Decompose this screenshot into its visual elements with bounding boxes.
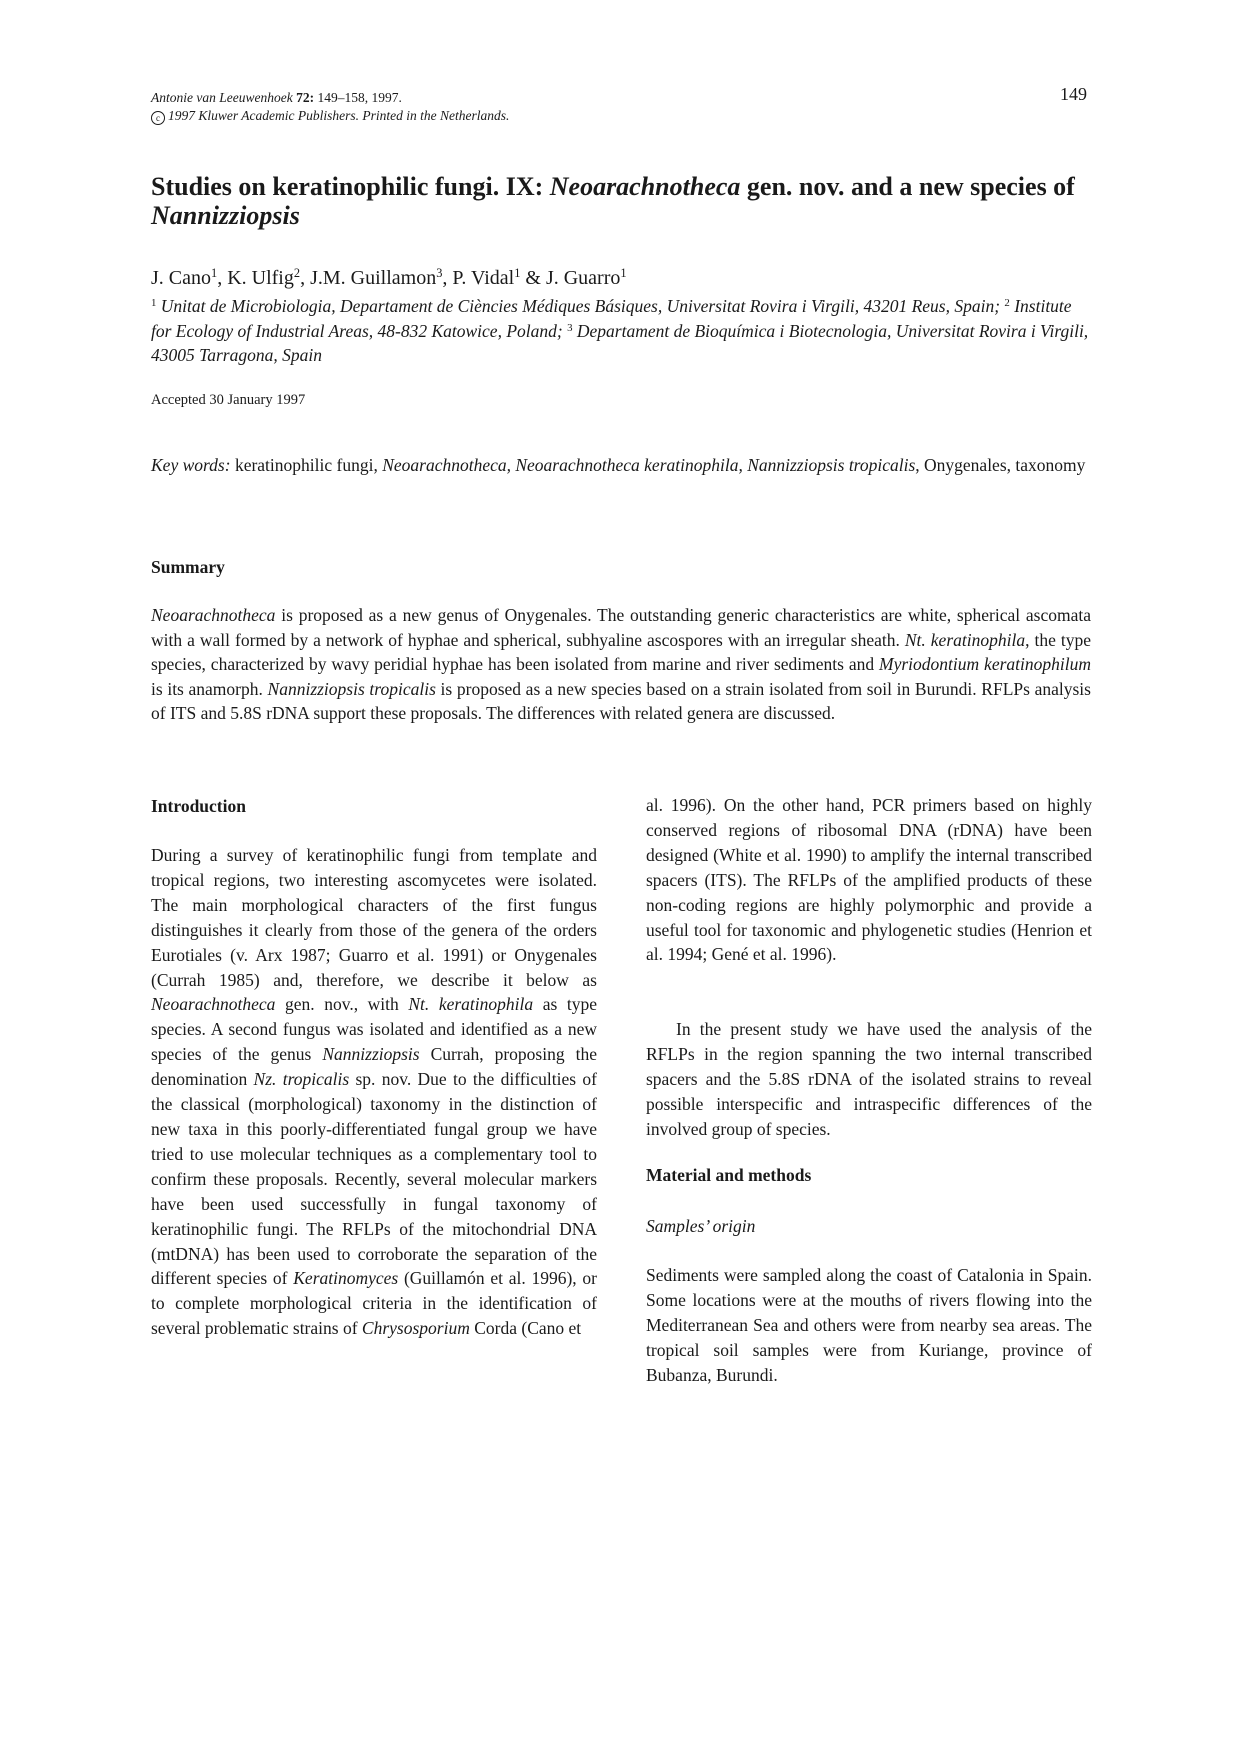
text-run: is its anamorph. [151, 678, 268, 699]
title-part-2: gen. nov. and a new species of [740, 172, 1075, 201]
page-number: 149 [1060, 84, 1087, 104]
italic-term: Neoarachnotheca [151, 994, 276, 1015]
italic-term: Nannizziopsis [322, 1044, 420, 1065]
text-run: Currah, proposing the denomination [151, 1044, 597, 1090]
accepted-date: Accepted 30 January 1997 [151, 392, 306, 408]
text-run: , Onygenales, taxonomy [915, 455, 1086, 475]
introduction-heading: Introduction [151, 796, 246, 816]
author-separator: , [300, 267, 311, 289]
running-head [151, 89, 671, 125]
author-separator: , [217, 267, 228, 289]
author-affiliation-mark: 1 [514, 266, 521, 281]
italic-term: Nt. keratinophila [904, 629, 1026, 650]
samples-origin-subheading: Samples’ origin [646, 1216, 756, 1236]
author-list [151, 265, 627, 291]
affiliations [151, 294, 1091, 368]
summary-text [151, 603, 1091, 726]
italic-term: Myriodontium keratinophilum [879, 654, 1091, 674]
title-genus: Neoarachnotheca [549, 172, 741, 201]
text-run: gen. nov., with [275, 994, 409, 1015]
author-affiliation-mark: 2 [293, 266, 301, 281]
keywords-label: Key words: [151, 455, 231, 475]
italic-term: Nannizziopsis tropicalis [267, 678, 436, 699]
author-separator: , [442, 267, 453, 289]
affiliation-mark: 2 [1004, 297, 1010, 310]
keywords [151, 453, 1091, 478]
methods-heading: Material and methods [646, 1165, 812, 1185]
author-affiliation-mark: 1 [211, 266, 218, 281]
title-part-1: Studies on keratinophilic fungi. IX: [151, 172, 550, 201]
author-affiliation-mark: 3 [436, 266, 443, 281]
author: K. Ulfig [227, 267, 294, 289]
introduction-text [151, 843, 597, 1341]
affiliation: Departament de Bioquímica i Biotecnologia, Universitat Rovira i Virgili, 43005 Tarragona, Spain [151, 320, 1089, 365]
author: J.M. Guillamon [310, 267, 437, 289]
author: P. Vidal [452, 267, 515, 289]
keywords-list [235, 455, 1085, 475]
journal-name: Antonie van Leeuwenhoek [151, 90, 293, 105]
text-run: (Guillamón et al. 1996), or to complete morphological criteria in the identification of several problematic strains of [151, 1268, 597, 1339]
italic-term: Neoarachnotheca [151, 605, 276, 625]
italic-term: Nz. tropicalis [253, 1069, 350, 1090]
text-run: is proposed as a new genus of Onygenales. The outstanding generic characteristics are white, spherical ascomata with a wall formed by a network of hyphae and spherical, subhyaline ascospores with an irregular sheath. [151, 605, 1091, 650]
right-column-paragraph: In the present study we have used the analysis of the RFLPs in the region spanning the two internal transcribed spacers and the 5.8S rDNA of the isolated strains to reveal possible interspecific and intraspecific differences of the involved group of species. [646, 1019, 1092, 1139]
author: J. Guarro [545, 267, 621, 289]
italic-term: Neoarachnotheca, Neoarachnotheca keratinophila, Nannizziopsis tropicalis [382, 455, 916, 475]
affiliation: Institute for Ecology of Industrial Areas, 48-832 Katowice, Poland; [151, 296, 1072, 341]
text-run: is proposed as a new species based on a strain isolated from soil in Burundi. RFLPs analysis of ITS and 5.8S rDNA support these proposals. The differences with related genera are discussed. [151, 678, 1091, 723]
author-separator: & [520, 267, 546, 289]
journal-pages-year: 149–158, 1997. [317, 90, 402, 105]
italic-term: Nt. keratinophila [408, 994, 534, 1015]
italic-term: Keratinomyces [293, 1268, 399, 1289]
text-run: During a survey of keratinophilic fungi from template and tropical regions, two interesting ascomycetes were isolated. The main morphological characters of the first fungus distinguishes it clearly from those of the genera of the orders Eurotiales (v. Arx 1987; Guarro et al. 1991) or Onygenales (Currah 1985) and, therefore, we describe it below as [151, 845, 597, 990]
author: J. Cano [151, 267, 211, 289]
journal-volume: 72: [296, 90, 315, 105]
affiliation: Unitat de Microbiologia, Departament de Ciències Médiques Básiques, Universitat Rovira i Virgili, 43201 Reus, Spain; [160, 296, 1001, 316]
text-run: keratinophilic fungi, [234, 455, 383, 475]
title-species: Nannizziopsis [151, 201, 300, 230]
text-run: Corda (Cano et [469, 1318, 582, 1339]
affiliation-mark: 3 [567, 321, 573, 334]
text-run: sp. nov. Due to the difficulties of the classical (morphological) taxonomy in the distinction of new taxa in this poorly-differentiated fungal group we have tried to use molecular techniques as a complementary tool to confirm these proposals. Recently, several molecular markers have been used successfully in fungal taxonomy of keratinophilic fungi. The RFLPs of the mitochondrial DNA (mtDNA) has been used to corroborate the separation of the different species of [151, 1069, 597, 1289]
italic-term: Chrysosporium [361, 1318, 470, 1339]
text-run: , the type species, characterized by wavy peridial hyphae has been isolated from marine and river sediments and [151, 629, 1091, 674]
copyright-text: 1997 Kluwer Academic Publishers. Printed in the Netherlands. [168, 108, 510, 123]
affiliation-mark: 1 [151, 297, 157, 310]
paper-title [151, 172, 1091, 230]
copyright-icon: c [151, 111, 165, 125]
samples-origin-text: Sediments were sampled along the coast of Catalonia in Spain. Some locations were at the mouths of rivers flowing into the Mediterranean Sea and others were from nearby sea areas. The tropical soil samples were from Kuriange, province of Bubanza, Burundi. [646, 1265, 1092, 1385]
summary-heading: Summary [151, 557, 225, 577]
copyright-line [151, 107, 671, 125]
right-column-paragraph: al. 1996). On the other hand, PCR primers based on highly conserved regions of ribosomal DNA (rDNA) have been designed (White et al. 1990) to amplify the internal transcribed spacers (ITS). The RFLPs of the amplified products of these non-coding regions are highly polymorphic and provide a useful tool for taxonomic and phylogenetic studies (Henrion et al. 1994; Gené et al. 1996). [646, 795, 1092, 965]
author-affiliation-mark: 1 [620, 266, 627, 281]
text-run: as type species. A second fungus was isolated and identified as a new species of the genus [151, 994, 597, 1065]
journal-citation [151, 89, 671, 107]
